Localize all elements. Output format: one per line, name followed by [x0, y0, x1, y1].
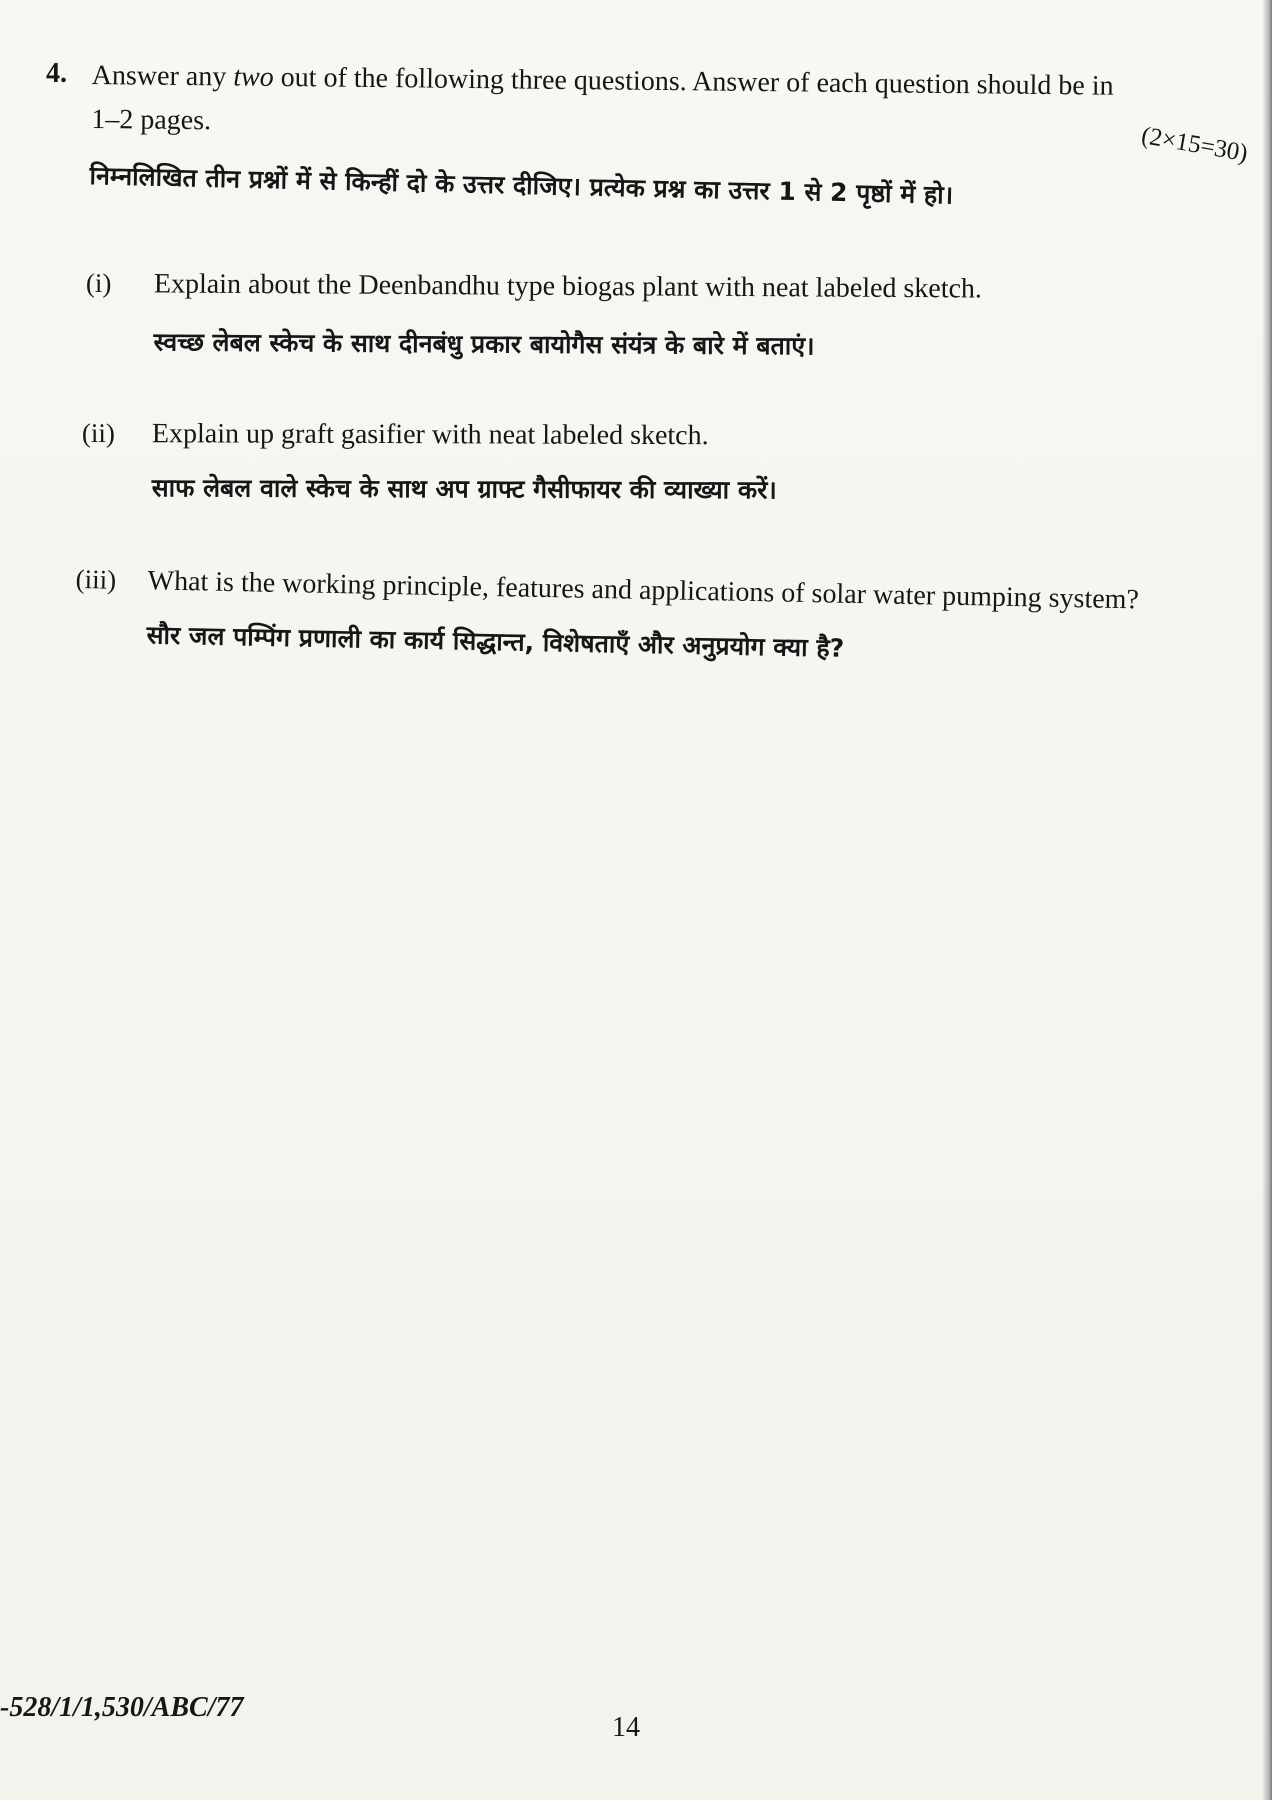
instruction-emphasis: two [233, 61, 274, 93]
sub-question-hindi: साफ लेबल वाले स्केच के साथ अप ग्राफ्ट गैसीफायर की व्याख्या करें। [151, 473, 777, 505]
sub-question-english: Explain up graft gasifier with neat labeled sketch. [151, 418, 709, 452]
page-edge-shadow [1262, 0, 1272, 1800]
question-number: 4. [46, 58, 67, 89]
instruction-english [91, 54, 1242, 154]
instruction-text-part2: out of the following three questions. Answer of each question should be in [273, 61, 1114, 102]
marks-allocation: (2×15=30) [1139, 122, 1250, 168]
sub-question-label: (iii) [75, 564, 117, 595]
sub-question-label: (i) [85, 268, 112, 299]
instruction-hindi: निम्नलिखित तीन प्रश्नों में से किन्हीं दो के उत्तर दीजिए। प्रत्येक प्रश्न का उत्तर 1 से 2 पृष्ठों में हो। [89, 160, 954, 210]
instruction-text-part1: Answer any [91, 59, 234, 93]
page-number: 14 [612, 1712, 640, 1743]
sub-question-label: (ii) [81, 418, 115, 449]
sub-question-english: Explain about the Deenbandhu type biogas plant with neat labeled sketch. [153, 268, 983, 305]
sub-question-hindi: सौर जल पम्पिंग प्रणाली का कार्य सिद्धान्त, विशेषताएँ और अनुप्रयोग क्या है? [146, 620, 845, 663]
sub-question-english: What is the working principle, features and applications of solar water pumping system? [147, 565, 1140, 616]
sub-question-hindi: स्वच्छ लेबल स्केच के साथ दीनबंधु प्रकार बायोगैस संयंत्र के बारे में बताएं। [153, 327, 815, 361]
paper-code: -528/1/1,530/ABC/77 [0, 1692, 244, 1723]
instruction-english-line2: 1–2 pages. [91, 103, 212, 137]
